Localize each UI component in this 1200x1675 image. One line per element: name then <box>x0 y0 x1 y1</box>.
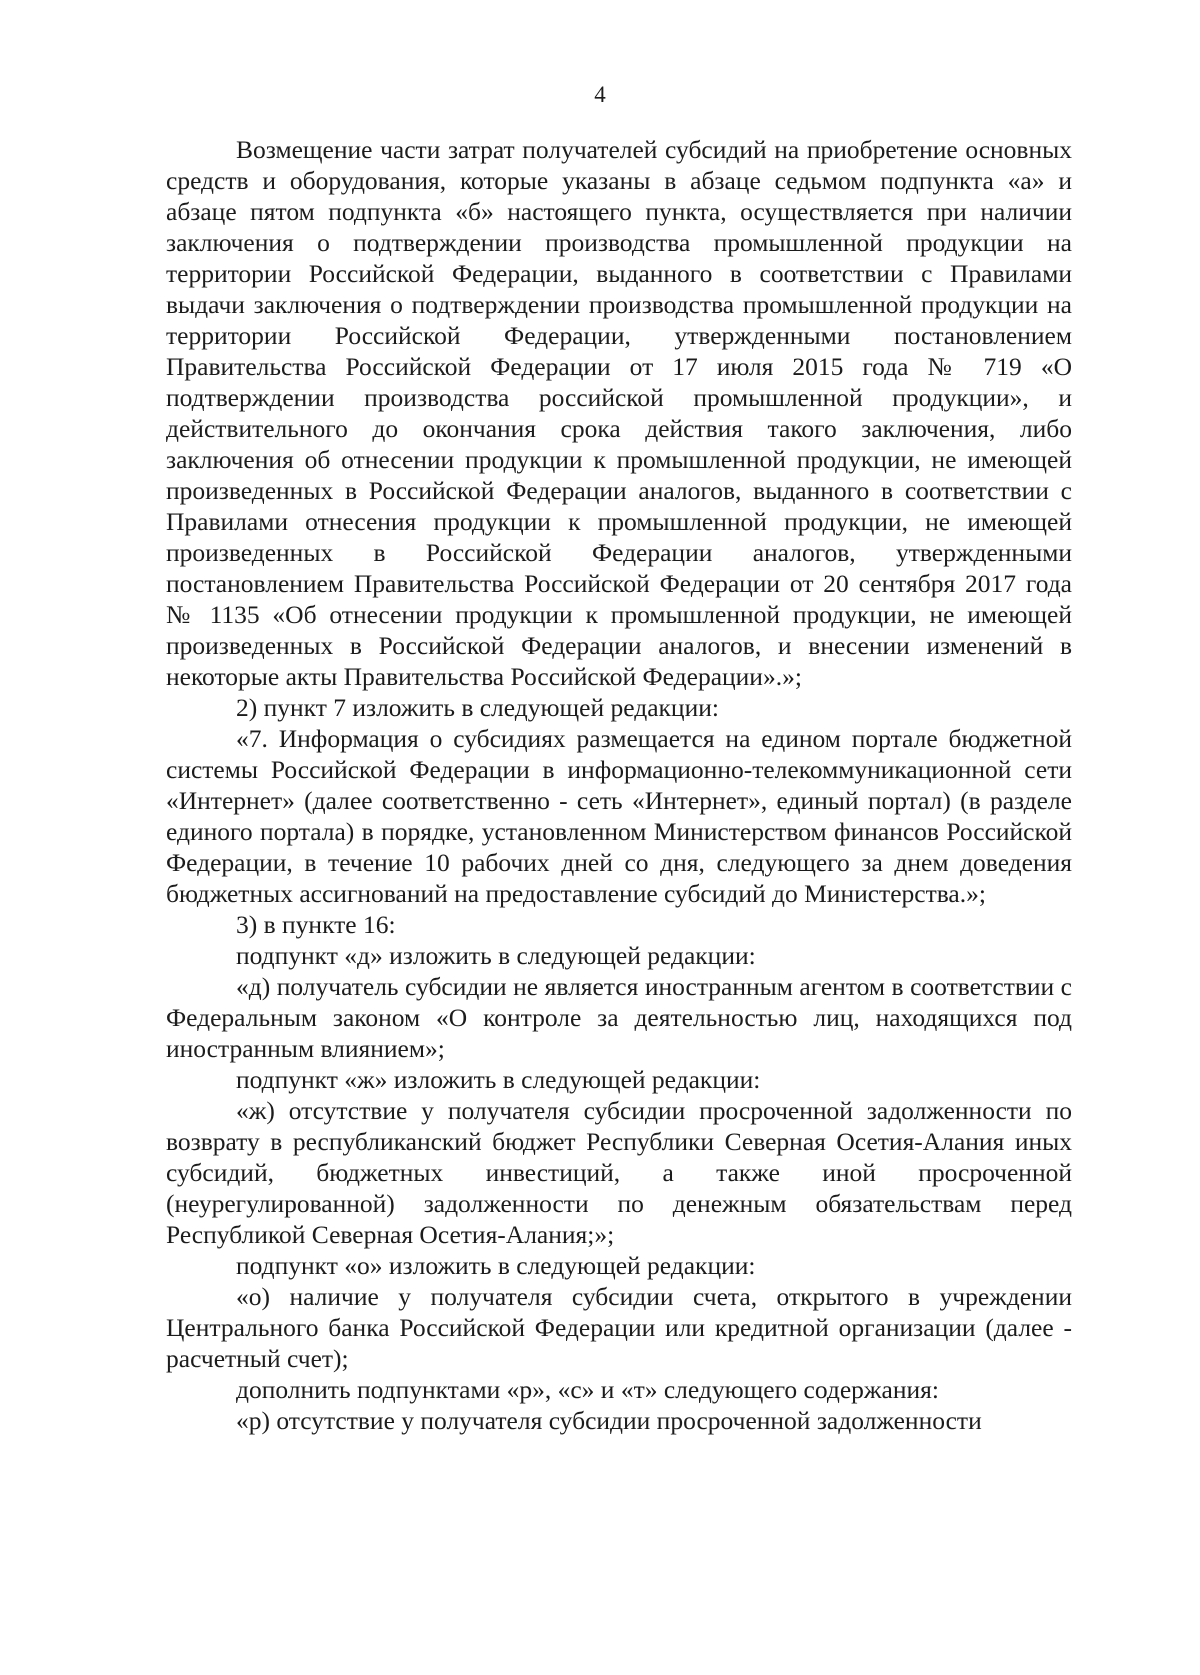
page-number: 4 <box>594 82 606 107</box>
paragraph-add-subitems-heading: дополнить подпунктами «р», «с» и «т» следующего содержания: <box>236 1375 939 1404</box>
paragraph-subitem-r-text: «р) отсутствие у получателя субсидии просроченной задолженности <box>236 1406 982 1435</box>
paragraph-item-2-heading: 2) пункт 7 изложить в следующей редакции: <box>236 693 719 722</box>
paragraph-subitem-d-text: «д) получатель субсидии не является иностранным агентом в соответствии с Федеральным законом «О контроле за деятельностью лиц, находящихся под иностранным влиянием»; <box>166 972 1072 1063</box>
paragraph-reimbursement-conditions: Возмещение части затрат получателей субсидий на приобретение основных средств и оборудования, которые указаны в абзаце седьмом подпункта «а» и абзаце пятом подпункта «б» настоящего пункта, осуществляется при наличии заключения о подтверждении производства промышленной продукции на территории Российской Федерации, выданного в соответствии с Правилами выдачи заключения о подтверждении производства промышленной продукции на территории Российской Федерации, утвержденными постановлением Правительства Российской Федерации от 17 июля 2015 года № 719 «О подтверждении производства российской промышленной продукции», и действительного до окончания срока действия такого заключения, либо заключения об отнесении продукции к промышленной продукции, не имеющей произведенных в Российской Федерации аналогов, выданного в соответствии с Правилами отнесения продукции к промышленной продукции, не имеющей произведенных в Российской Федерации аналогов, утвержденными постановлением Правительства Российской Федерации от 20 сентября 2017 года № 1135 «Об отнесении продукции к промышленной продукции, не имеющей произведенных в Российской Федерации аналогов, и внесении изменений в некоторые акты Правительства Российской Федерации».»; <box>166 135 1072 691</box>
paragraph-subitem-o-heading: подпункт «о» изложить в следующей редакции: <box>236 1251 756 1280</box>
paragraph-subitem-o-text: «о) наличие у получателя субсидии счета, открытого в учреждении Центрального банка Российской Федерации или кредитной организации (далее - расчетный счет); <box>166 1282 1072 1373</box>
paragraph-subitem-zh-heading: подпункт «ж» изложить в следующей редакции: <box>236 1065 761 1094</box>
paragraph-item-7-text: «7. Информация о субсидиях размещается на едином портале бюджетной системы Российской Федерации в информационно-телекоммуникационной сети «Интернет» (далее соответственно - сеть «Интернет», единый портал) (в разделе единого портала) в порядке, установленном Министерством финансов Российской Федерации, в течение 10 рабочих дней со дня, следующего за днем доведения бюджетных ассигнований на предоставление субсидий до Министерства.»; <box>166 724 1072 908</box>
paragraph-subitem-d-heading: подпункт «д» изложить в следующей редакции: <box>236 941 756 970</box>
paragraph-subitem-zh-text: «ж) отсутствие у получателя субсидии просроченной задолженности по возврату в республиканский бюджет Республики Северная Осетия-Алания иных субсидий, бюджетных инвестиций, а также иной просроченной (неурегулированной) задолженности по денежным обязательствам перед Республикой Северная Осетия-Алания;»; <box>166 1096 1072 1249</box>
document-body <box>166 134 1072 1436</box>
paragraph-item-3-heading: 3) в пункте 16: <box>236 910 396 939</box>
